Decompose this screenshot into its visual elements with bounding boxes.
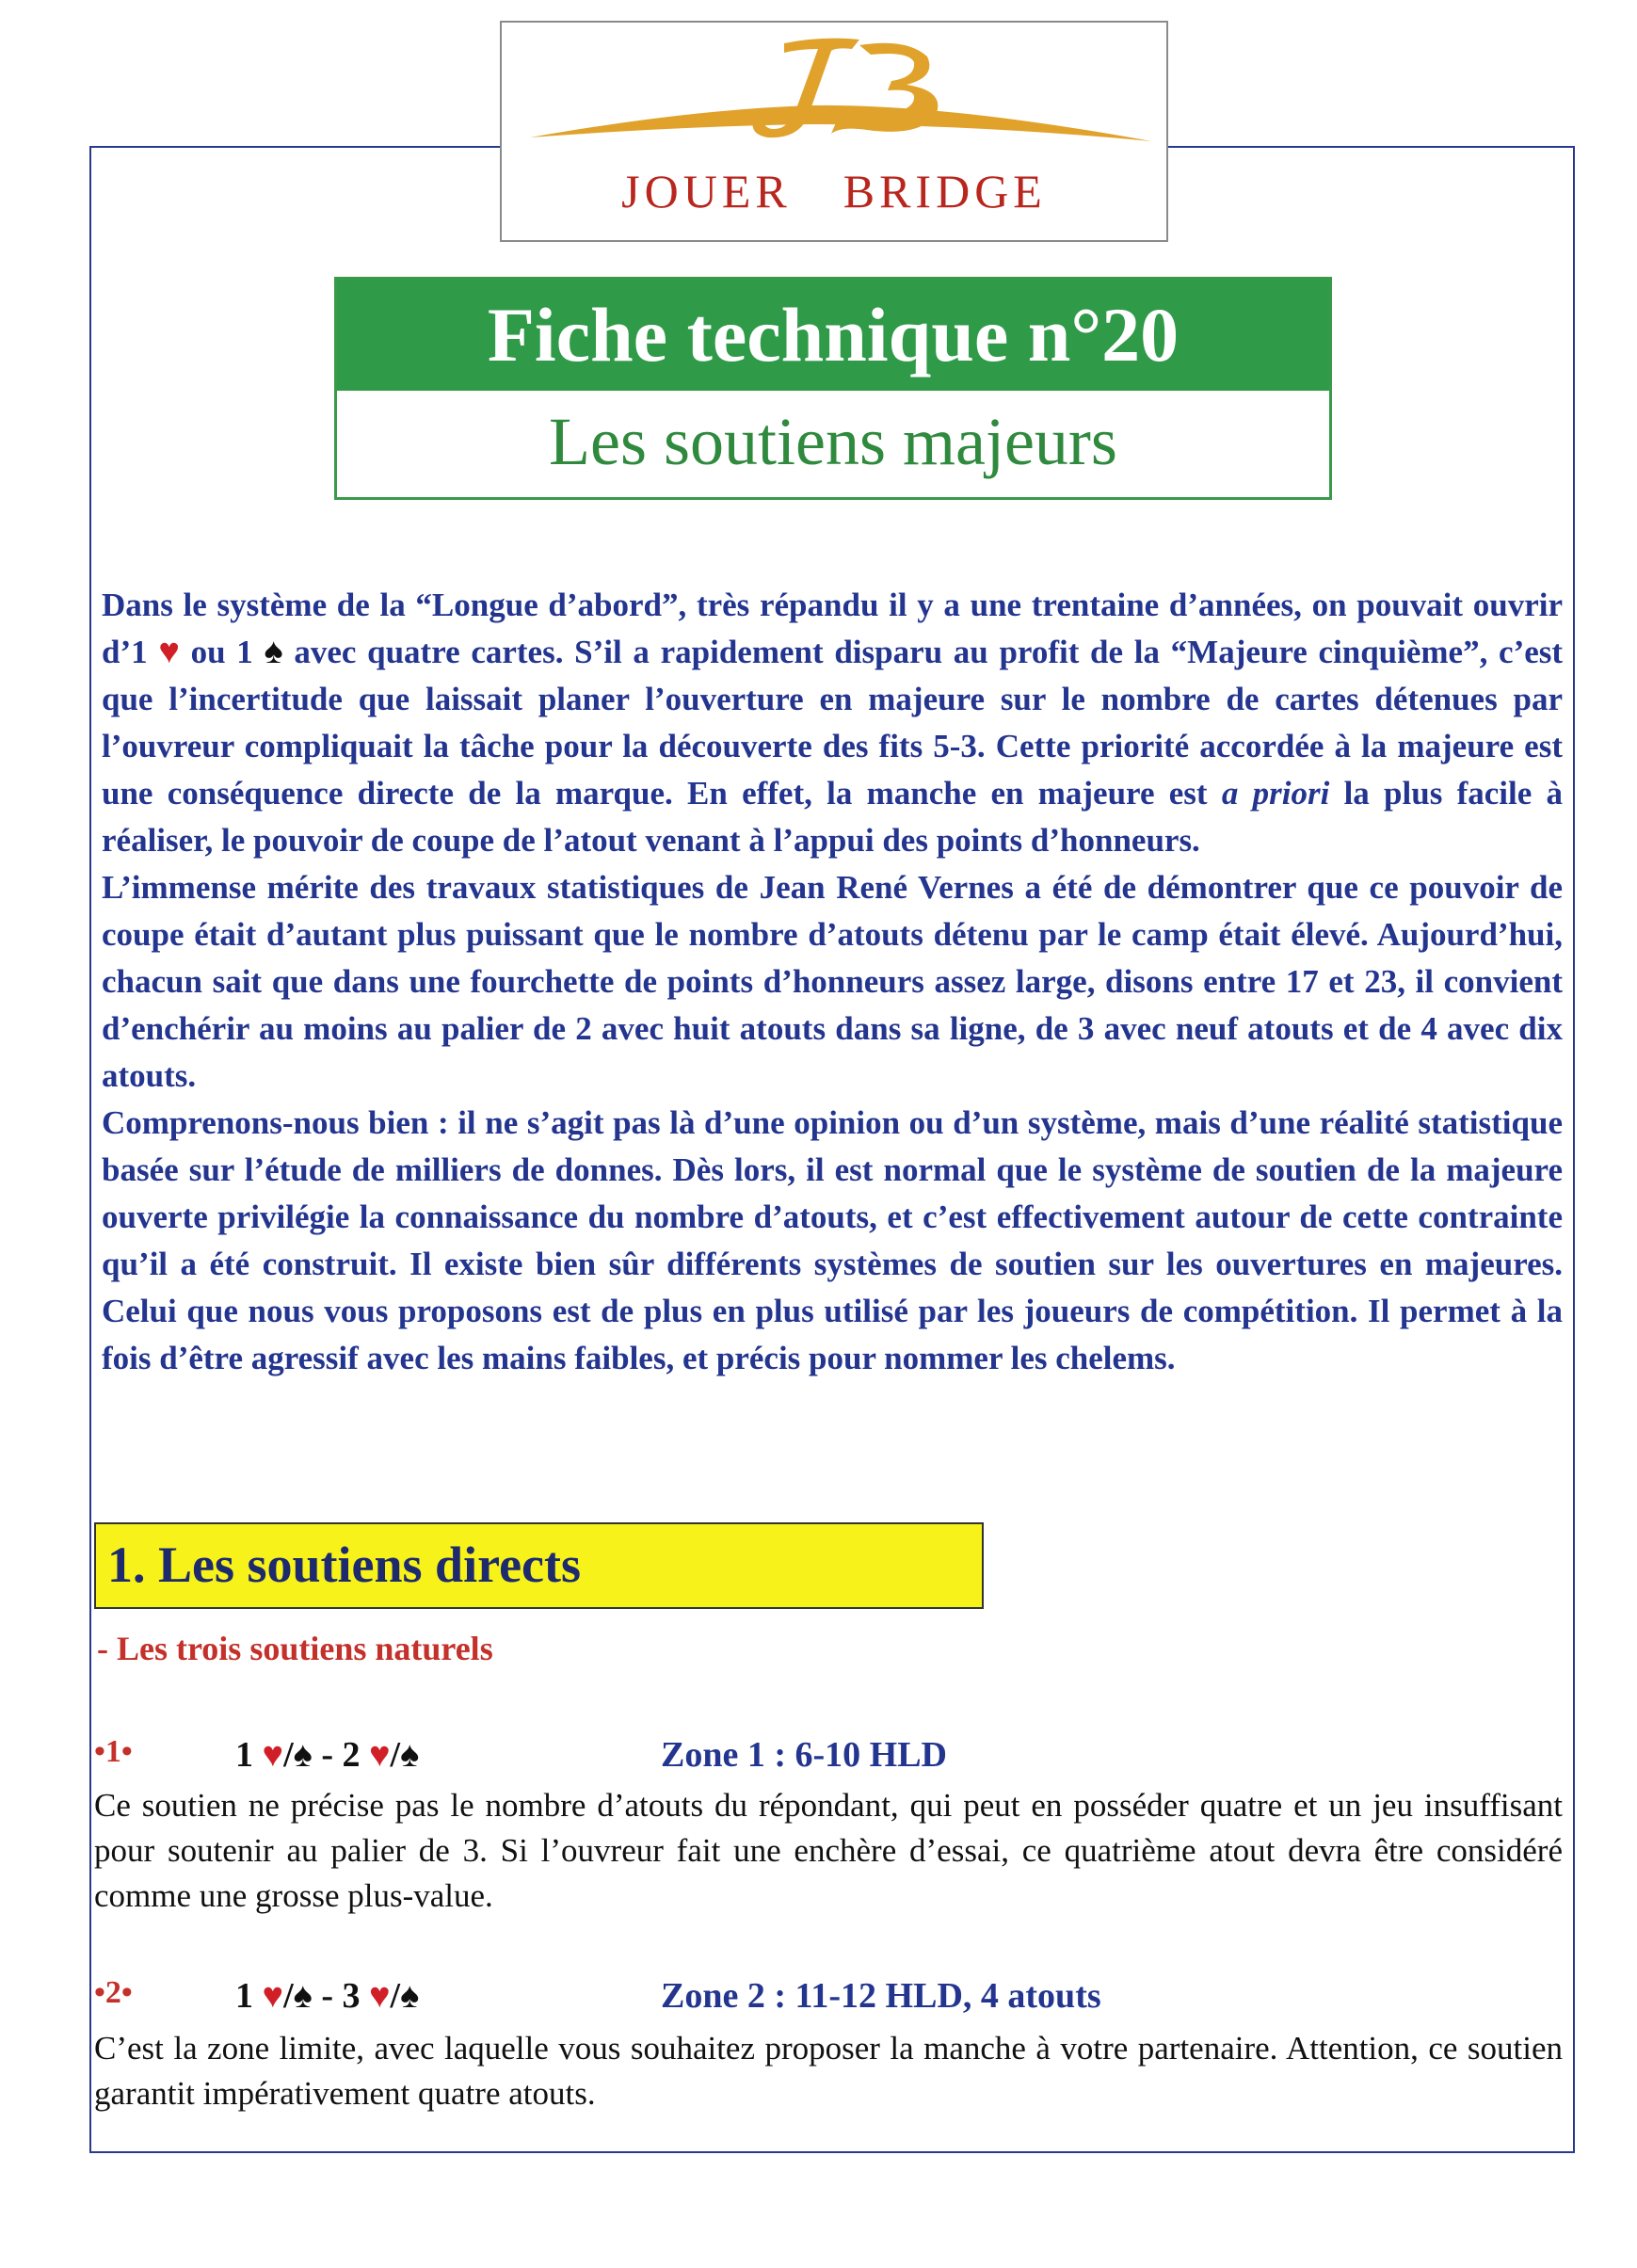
page-subtitle: Les soutiens majeurs xyxy=(549,404,1117,479)
item-text: C’est la zone limite, avec laquelle vous souhaitez proposer la manche à votre partenaire. Attention, ce soutien garantit impérativement quatre atouts. xyxy=(94,2030,1563,2112)
slash: / xyxy=(283,1976,294,2016)
subsection-title: - Les trois soutiens naturels xyxy=(97,1630,493,1667)
intro-p1-start: Dans le système de la “Longue d’abord”, très répandu il y a une trentaine d’années, on pouvait ouvrir d’1 xyxy=(102,587,1563,670)
page-title: Fiche technique n°20 xyxy=(337,280,1329,391)
slash: / xyxy=(390,1735,401,1775)
dash: - xyxy=(321,1976,333,2016)
intro-paragraph-2: L’immense mérite des travaux statistiques de Jean René Vernes a été de démontrer que ce pouvoir de coupe était d’autant plus puissant que le nombre d’atouts détenu par le camp était élevé. Aujourd’hui, chacun sait que dans une fourchette de points d’honneurs assez large, disons entre 17 et 23, il convient d’enchérir au moins au palier de 2 avec huit atouts dans sa ligne, de 3 avec neuf atouts et de 4 avec dix atouts. xyxy=(102,869,1563,1094)
item-number: •1• xyxy=(94,1734,133,1769)
intro-p1-middle: avec quatre cartes. S’il a rapidement disparu au profit de la “Majeure cinquième”, c’est que l’incertitude que laissait planer l’ouverture en majeure sur le nombre de cartes détenues par l’ouvreur compliquait la tâche pour la découverte des fits 5-3. Cette priorité accordée à la majeure est une conséquence directe de la marque. En effet, la manche en majeure est xyxy=(102,634,1564,812)
intro-p1-italic: a priori xyxy=(1221,775,1330,812)
bid-sequence xyxy=(235,1734,419,1776)
spade-icon: ♠ xyxy=(400,1976,420,2016)
zone-label: Zone 1 : 6-10 HLD xyxy=(661,1735,947,1775)
heart-icon: ♥ xyxy=(262,1976,284,2016)
intro-paragraph-1 xyxy=(102,582,1563,864)
bid-sequence xyxy=(235,1975,419,2017)
intro-text xyxy=(102,582,1563,1382)
logo xyxy=(500,21,1168,242)
open-level: 1 xyxy=(235,1976,253,2016)
open-level: 1 xyxy=(235,1735,253,1775)
logo-word-bridge: BRIDGE xyxy=(843,165,1047,217)
item-text: Ce soutien ne précise pas le nombre d’atouts du répondant, qui peut en posséder quatre et un jeu insuffisant pour soutenir au palier de 3. Si l’ouvreur fait une enchère d’essai, ce quatrième atout devra être considéré comme une grosse plus-value. xyxy=(94,1787,1563,1914)
spade-icon: ♠ xyxy=(293,1976,313,2016)
zone-label: Zone 2 : 11-12 HLD, 4 atouts xyxy=(661,1976,1101,2016)
dash: - xyxy=(321,1735,333,1775)
bid-row xyxy=(94,1975,1224,2022)
title-box xyxy=(334,277,1332,500)
slash: / xyxy=(283,1735,294,1775)
section-title: 1. Les soutiens directs xyxy=(107,1536,582,1593)
spade-icon: ♠ xyxy=(264,632,283,671)
intro-p1-between: ou 1 xyxy=(190,634,253,670)
section-heading-box xyxy=(94,1522,984,1609)
bid-row xyxy=(94,1734,1224,1781)
response-level: 3 xyxy=(342,1976,361,2016)
heart-icon: ♥ xyxy=(262,1735,284,1775)
item-description xyxy=(94,1783,1563,1919)
heart-icon: ♥ xyxy=(158,632,180,671)
logo-word-jouer: JOUER xyxy=(621,165,792,217)
jb-monogram-icon xyxy=(502,23,1166,154)
spade-icon: ♠ xyxy=(293,1735,313,1775)
response-level: 2 xyxy=(342,1735,361,1775)
intro-p1-end: la plus facile à réaliser, le pouvoir de coupe de l’atout venant à l’appui des points d’honneurs. xyxy=(102,775,1564,859)
heart-icon: ♥ xyxy=(368,1735,391,1775)
logo-wordmark xyxy=(502,164,1166,218)
spade-icon: ♠ xyxy=(400,1735,420,1775)
intro-paragraph-3: Comprenons-nous bien : il ne s’agit pas là d’une opinion ou d’un système, mais d’une réalité statistique basée sur l’étude de milliers de donnes. Dès lors, il est normal que le système de soutien de la majeure ouverte privilégie la connaissance du nombre d’atouts, et c’est effectivement autour de cette contrainte qu’il a été construit. Il existe bien sûr différents systèmes de soutien sur les ouvertures en majeures. Celui que nous vous proposons est de plus en plus utilisé par les joueurs de compétition. Il permet à la fois d’être agressif avec les mains faibles, et précis pour nommer les chelems. xyxy=(102,1104,1563,1376)
item-description xyxy=(94,2026,1563,2116)
item-number: •2• xyxy=(94,1975,133,2010)
slash: / xyxy=(390,1976,401,2016)
heart-icon: ♥ xyxy=(368,1976,391,2016)
